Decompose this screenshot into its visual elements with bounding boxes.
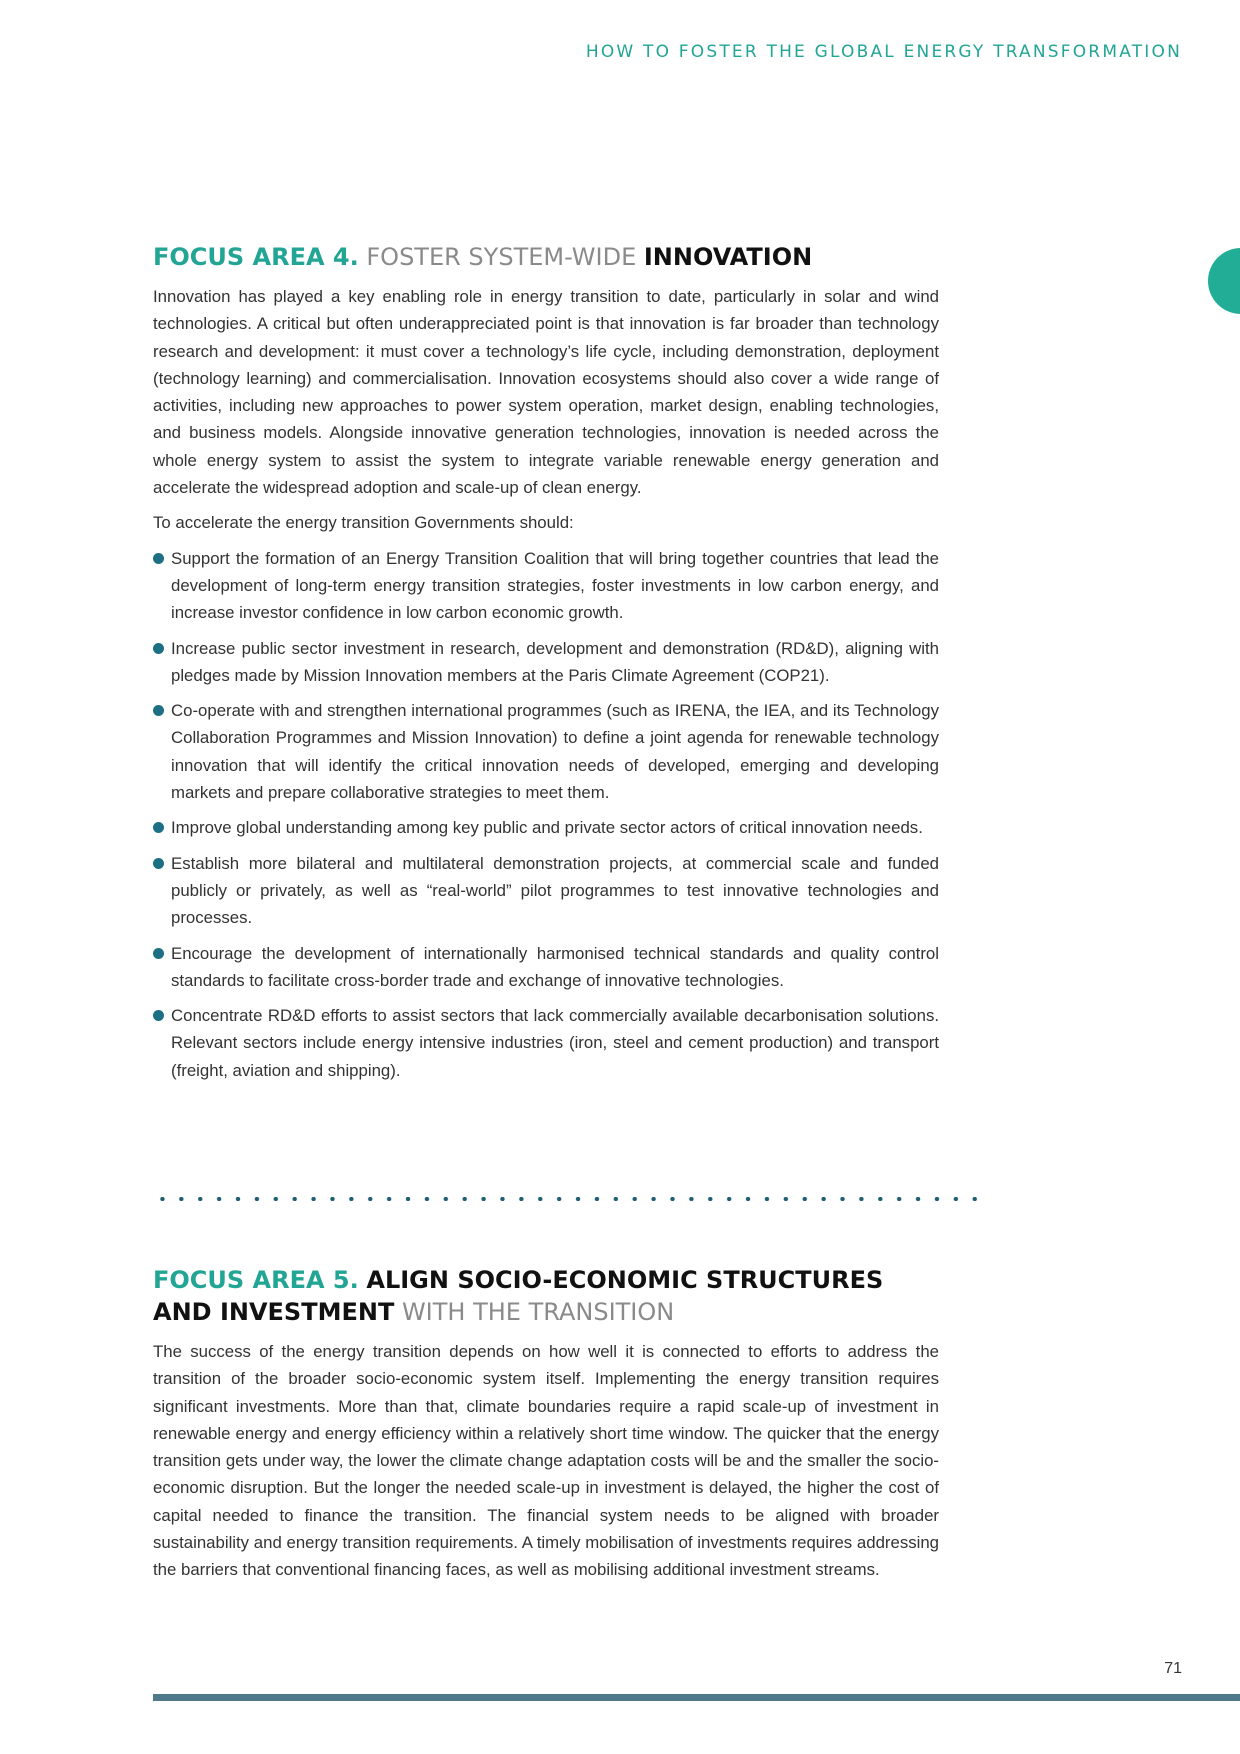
- chapter-tab: [1208, 248, 1240, 314]
- heading-bold: INNOVATION: [643, 243, 813, 271]
- list-item: [153, 850, 939, 932]
- heading-light: WITH THE TRANSITION: [401, 1298, 675, 1326]
- bullet-icon: [153, 858, 164, 869]
- list-item: [153, 1002, 939, 1084]
- focus-area-4-intro: To accelerate the energy transition Governments should:: [153, 513, 574, 533]
- list-item-text: Establish more bilateral and multilateral demonstration projects, at commercial scale and funded publicly or privately, as well as “real-world” pilot programmes to test innovative technologies and processes.: [171, 853, 939, 928]
- list-item-text: Co-operate with and strengthen international programmes (such as IRENA, the IEA, and its Technology Collaboration Programmes and Mission Innovation) to define a joint agenda for renewable technology innovation that will identify the critical innovation needs of developed, emerging and developing markets and prepare collaborative strategies to meet them.: [171, 701, 939, 803]
- heading-bold: ALIGN SOCIO-ECONOMIC STRUCTURES AND INVESTMENT: [153, 1266, 884, 1326]
- focus-area-4-paragraph: Innovation has played a key enabling role in energy transition to date, particularly in solar and wind technologies. A critical but often underappreciated point is that innovation is far broader than technology research and development: it must cover a technology’s life cycle, including demonstration, deployment (technology learning) and commercialisation. Innovation ecosystems should also cover a wide range of activities, including new approaches to power system operation, market design, enabling technologies, and business models. Alongside innovative generation technologies, innovation is needed across the whole energy system to assist the system to integrate variable renewable energy generation and accelerate the widespread adoption and scale-up of clean energy.: [153, 287, 939, 498]
- focus-area-4-heading: [153, 241, 939, 273]
- heading-light: FOSTER SYSTEM-WIDE: [366, 243, 637, 271]
- list-item-text: Encourage the development of internationally harmonised technical standards and quality control standards to facilitate cross-border trade and exchange of innovative technologies.: [171, 943, 939, 990]
- focus-area-5-paragraph: The success of the energy transition depends on how well it is connected to efforts to address the transition of the broader socio-economic system itself. Implementing the energy transition requires significant investments. More than that, climate boundaries require a rapid scale-up of investment in renewable energy and energy efficiency within a relatively short time window. The quicker that the energy transition gets under way, the lower the climate change adaptation costs will be and the smaller the socio-economic disruption. But the longer the needed scale-up in investment is delayed, the higher the cost of capital needed to finance the transition. The financial system needs to be aligned with broader sustainability and energy transition requirements. A timely mobilisation of investments requires addressing the barriers that conventional financing faces, as well as mobilising additional investment streams.: [153, 1342, 939, 1580]
- bullet-icon: [153, 822, 164, 833]
- list-item-text: Support the formation of an Energy Transition Coalition that will bring together countries that lead the development of long-term energy transition strategies, foster investments in low carbon energy, and increase investor confidence in low carbon economic growth.: [171, 548, 939, 623]
- list-item: [153, 635, 939, 690]
- dotted-divider: [153, 1197, 985, 1201]
- list-item: [153, 940, 939, 995]
- list-item: [153, 814, 939, 841]
- heading-prefix: FOCUS AREA 5.: [153, 1266, 359, 1294]
- list-item: [153, 697, 939, 806]
- bullet-icon: [153, 705, 164, 716]
- bullet-icon: [153, 1010, 164, 1021]
- list-item: [153, 545, 939, 627]
- bullet-icon: [153, 948, 164, 959]
- heading-prefix: FOCUS AREA 4.: [153, 243, 359, 271]
- list-item-text: Improve global understanding among key public and private sector actors of critical innovation needs.: [171, 818, 923, 838]
- list-item-text: Concentrate RD&D efforts to assist sectors that lack commercially available decarbonisation solutions. Relevant sectors include energy intensive industries (iron, steel and cement production) and transport (freight, aviation and shipping).: [171, 1006, 939, 1080]
- running-header: HOW TO FOSTER THE GLOBAL ENERGY TRANSFORMATION: [585, 42, 1182, 62]
- recommendation-list: [153, 545, 939, 1084]
- footer-bar: [153, 1694, 1240, 1701]
- page-number: 71: [1164, 1660, 1182, 1677]
- focus-area-5-heading: [153, 1264, 939, 1328]
- focus-area-5-section: [153, 1264, 939, 1592]
- list-item-text: Increase public sector investment in research, development and demonstration (RD&D), aligning with pledges made by Mission Innovation members at the Paris Climate Agreement (COP21).: [171, 638, 939, 685]
- bullet-icon: [153, 643, 164, 654]
- focus-area-4-section: [153, 241, 939, 1092]
- bullet-icon: [153, 553, 164, 564]
